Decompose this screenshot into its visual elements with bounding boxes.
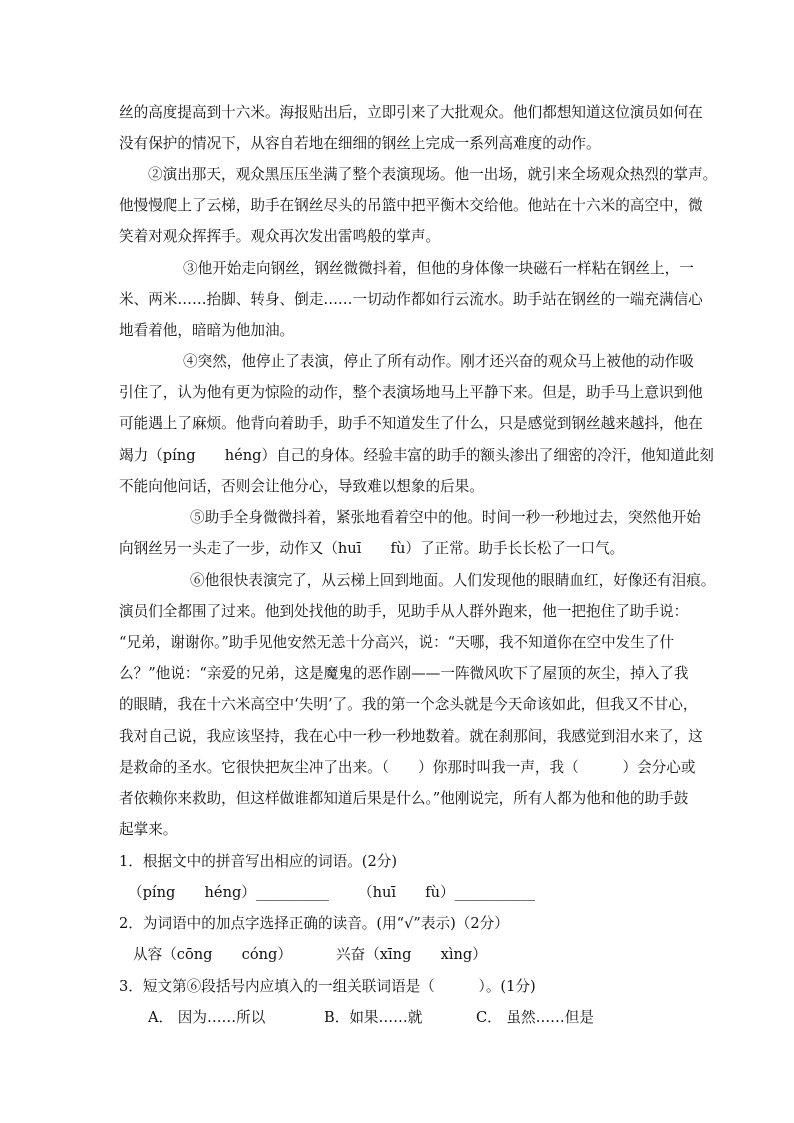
passage-line-13: 不能向他问话，否则会让他分心，导致难以想象的后果。 [119,478,484,495]
passage-line-23: 者依赖你来救助，但这样做谁都知道后果是什么。”他刚说完，所有人都为他和他的助手鼓 [119,790,689,807]
passage-line-2: 没有保护的情况下，从容自若地在细细的钢丝上完成一系列高难度的动作。 [119,135,601,152]
question-1-title: 1．根据文中的拼音写出相应的词语。(2分) [119,853,398,870]
question-2-title: 2．为词语中的加点字选择正确的读音。(用“√”表示)（2分） [119,915,509,932]
question-3-option-b[interactable]: B．如果……就 [324,1009,423,1026]
question-1-blank-2[interactable]: （huī fù）___________ [358,884,535,901]
passage-line-24: 起掌来。 [119,821,178,838]
passage-line-3: ②演出那天，观众黑压压坐满了整个表演现场。他一出场，就引来全场观众热烈的掌声。 [148,166,718,183]
passage-line-22: 是救命的圣水。它很快把灰尘冲了出来。（ ）你那时叫我一声，我（ ）会分心或 [119,759,696,776]
passage-line-4: 他慢慢爬上了云梯，助手在钢丝尽头的吊篮中把平衡木交给他。他站在十六米的高空中，微 [119,197,703,214]
passage-line-14: ⑤助手全身微微抖着，紧张地看着空中的他。时间一秒一秒地过去，突然他开始 [190,509,701,526]
question-2-choice-2[interactable]: 兴奋（xīng xìng） [336,946,487,963]
passage-line-9: ④突然，他停止了表演，停止了所有动作。刚才还兴奋的观众马上被他的动作吸 [183,353,694,370]
passage-line-18: “兄弟，谢谢你。”助手见他安然无恙十分高兴，说：“天哪，我不知道你在空中发生了什 [119,634,675,651]
passage-line-12: 竭力（píng héng）自己的身体。经验丰富的助手的额头渗出了细密的冷汗，他知道此刻 [119,447,714,464]
question-2-choice-1[interactable]: 从容（cōng cóng） [133,946,292,963]
question-3-title: 3．短文第⑥段括号内应填入的一组关联词语是（ ）。(1分) [119,978,536,995]
passage-line-7: 米、两米……抬脚、转身、倒走……一切动作都如行云流水。助手站在钢丝的一端充满信心 [119,291,703,308]
passage-line-6: ③他开始走向钢丝，钢丝微微抖着，但他的身体像一块磁石一样粘在钢丝上，一 [183,260,694,277]
passage-line-17: 演员们全都围了过来。他到处找他的助手，见助手从人群外跑来，他一把抱住了助手说： [119,603,689,620]
passage-line-21: 我对自己说，我应该坚持，我在心中一秒一秒地数着。就在刹那间，我感觉到泪水来了，这 [119,728,703,745]
passage-line-10: 引住了，认为他有更为惊险的动作，整个表演场地马上平静下来。但是，助手马上意识到他 [119,384,703,401]
passage-line-8: 地看着他，暗暗为他加油。 [119,322,295,339]
passage-line-19: 么？”他说：“亲爱的兄弟，这是魔鬼的恶作剧——一阵微风吹下了屋顶的灰尘，掉入了我 [119,665,689,682]
passage-line-11: 可能遇上了麻烦。他背向着助手，助手不知道发生了什么，只是感觉到钢丝越来越抖，他在 [119,415,703,432]
passage-line-1: 丝的高度提高到十六米。海报贴出后，立即引来了大批观众。他们都想知道这位演员如何在 [119,104,703,121]
question-3-option-a[interactable]: A． 因为……所以 [148,1009,266,1026]
passage-line-15: 向钢丝另一头走了一步，动作又（huī fù）了正常。助手长长松了一口气。 [119,540,625,557]
question-1-blank-1[interactable]: （píng héng）__________ [128,884,329,901]
passage-line-20: 的眼睛，我在十六米高空中‘失明’了。我的第一个念头就是今天命该如此，但我又不甘心， [119,696,698,713]
question-3-option-c[interactable]: C． 虽然……但是 [476,1009,594,1026]
passage-line-16: ⑥他很快表演完了，从云梯上回到地面。人们发现他的眼睛血红，好像还有泪痕。 [190,572,716,589]
passage-line-5: 笑着对观众挥挥手。观众再次发出雷鸣般的掌声。 [119,228,441,245]
